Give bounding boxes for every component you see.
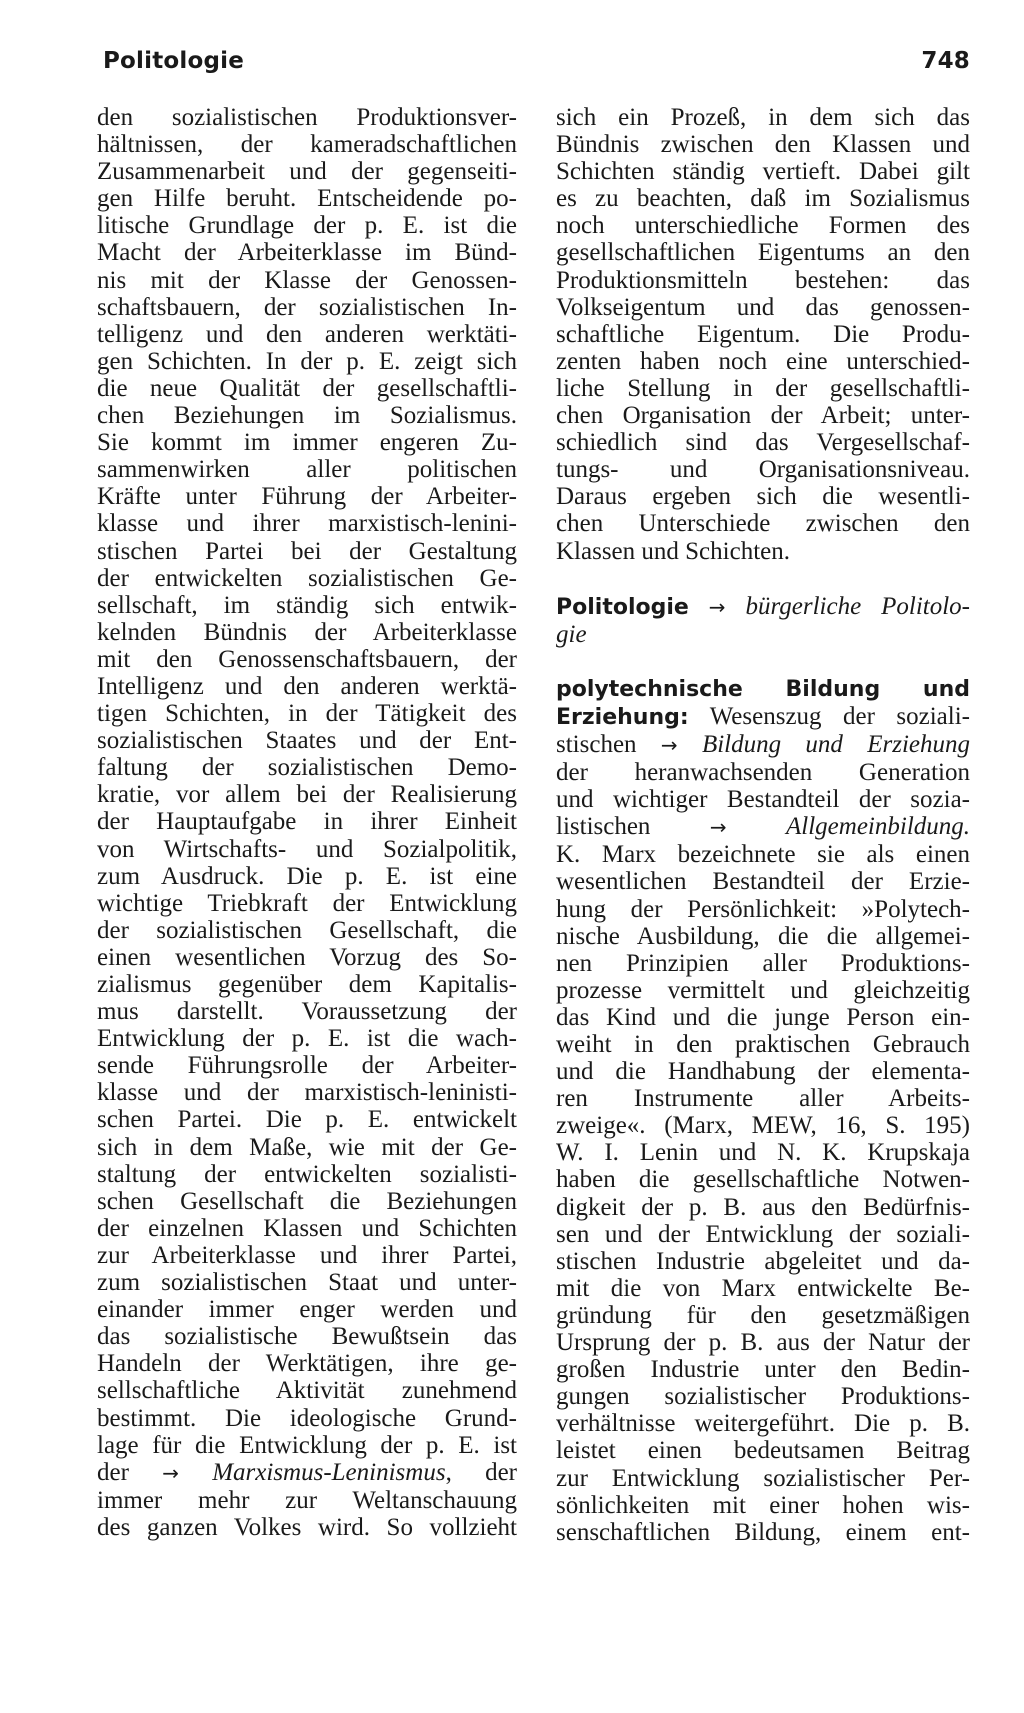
text-line: zur Arbeiterklasse und ihrer Partei, (97, 1241, 517, 1269)
text-line: kratie, vor allem bei der Realisierung (97, 781, 517, 809)
entry-politologie (556, 593, 970, 648)
text-line: klasse und der marxistisch-leninisti- (97, 1079, 517, 1107)
entry-first-line (556, 703, 970, 731)
ref-line-pre: der (97, 1458, 163, 1486)
text-line: zum Ausdruck. Die p. E. ist eine (97, 862, 517, 890)
text-line: faltung der sozialistischen Demo- (97, 754, 517, 782)
text-line-ref (556, 813, 970, 841)
entry-keyword-cont: Erziehung: (556, 704, 689, 730)
text-line: des ganzen Volkes wird. So vollzieht (97, 1513, 517, 1541)
text-line: tungs- und Organisationsniveau. (556, 456, 970, 484)
text-line: Intelligenz und den anderen werktä- (97, 672, 517, 700)
text-line: der entwickelten sozialistischen Ge- (97, 564, 517, 592)
text-line: noch unterschiedliche Formen des (556, 212, 970, 240)
entry-polytechnische-bildung (556, 676, 970, 1546)
arrow-icon: → (708, 594, 726, 619)
text-line: wichtige Triebkraft der Entwicklung (97, 889, 517, 917)
text-line: von Wirtschafts- und Sozialpolitik, (97, 835, 517, 863)
text-line: der sozialistischen Gesellschaft, die (97, 916, 517, 944)
ref-line-post: , der (445, 1458, 517, 1486)
text-line: mit den Genossenschaftsbauern, der (97, 645, 517, 673)
text-line: einen wesentlichen Vorzug des So- (97, 943, 517, 971)
arrow-icon: → (709, 815, 727, 840)
text-line: nische Ausbildung, die die allgemei- (556, 922, 970, 950)
text-line: leistet einen bedeutsamen Beitrag (556, 1437, 970, 1465)
text-line: chen Beziehungen im Sozialismus. (97, 402, 517, 430)
text-line: stischen Industrie abgeleitet und da- (556, 1247, 970, 1275)
text-line: Ursprung der p. B. aus der Natur der (556, 1329, 970, 1357)
entry-text: stischen (556, 730, 637, 758)
text-line: schaftliche Eigentum. Die Produ- (556, 320, 970, 348)
text-line: chen Unterschiede zwischen den (556, 510, 970, 538)
text-line: kelnden Bündnis der Arbeiterklasse (97, 618, 517, 646)
entry-separator (556, 648, 970, 676)
cross-reference: Allgemeinbildung. (786, 813, 971, 841)
text-line: das Kind und die junge Person ein- (556, 1003, 970, 1031)
text-line: sich ein Prozeß, in dem sich das (556, 104, 970, 131)
text-line: der einzelnen Klassen und Schichten (97, 1214, 517, 1242)
text-line: das sozialistische Bewußtsein das (97, 1323, 517, 1351)
text-line: Kräfte unter Führung der Arbeiter- (97, 483, 517, 511)
text-line: nen Prinzipien aller Produktions- (556, 949, 970, 977)
entry-text: listischen (556, 813, 651, 841)
text-line: sellschaft, im ständig sich entwik- (97, 591, 517, 619)
text-line: zenten haben noch eine unterschied- (556, 347, 970, 375)
text-line: hung der Persönlichkeit: »Polytech- (556, 895, 970, 923)
text-line: Handeln der Werktätigen, ihre ge- (97, 1350, 517, 1378)
text-line: W. I. Lenin und N. K. Krupskaja (556, 1139, 970, 1167)
arrow-icon: → (162, 1460, 179, 1485)
text-line: einander immer enger werden und (97, 1296, 517, 1324)
text-line: senschaftlichen Bildung, einem ent- (556, 1518, 970, 1546)
text-line: hältnissen, der kameradschaftlichen (97, 131, 517, 159)
text-line: Sie kommt im immer engeren Zu- (97, 429, 517, 457)
entry-body (556, 841, 970, 1545)
text-line: tigen Schichten, in der Tätigkeit des (97, 700, 517, 728)
page-number: 748 (921, 48, 970, 74)
entry-headline (556, 593, 970, 621)
cross-reference: bürgerliche Politolo- (745, 592, 970, 620)
text-line: digkeit der p. B. aus den Bedürfnis- (556, 1193, 970, 1221)
left-column (97, 104, 517, 1541)
text-line: schen Partei. Die p. E. entwickelt (97, 1106, 517, 1134)
text-line: staltung der entwickelten sozialisti- (97, 1160, 517, 1188)
text-line: zur Entwicklung sozialistischer Per- (556, 1464, 970, 1492)
text-line: klasse und ihrer marxistisch-lenini- (97, 510, 517, 538)
text-line: bestimmt. Die ideologische Grund- (97, 1404, 517, 1432)
text-line: ren Instrumente aller Arbeits- (556, 1085, 970, 1113)
text-line: gungen sozialistischer Produktions- (556, 1383, 970, 1411)
arrow-icon: → (660, 732, 678, 757)
text-line: gen Schichten. In der p. E. zeigt sich (97, 347, 517, 375)
text-line: haben die gesellschaftliche Notwen- (556, 1166, 970, 1194)
text-line: K. Marx bezeichnete sie als einen (556, 841, 970, 869)
text-line: sich in dem Maße, wie mit der Ge- (97, 1133, 517, 1161)
text-line: den sozialistischen Produktionsver- (97, 104, 517, 131)
text-line: Produktionsmitteln bestehen: das (556, 266, 970, 294)
text-line: die neue Qualität der gesellschaftli- (97, 374, 517, 402)
text-line: mus darstellt. Voraussetzung der (97, 998, 517, 1026)
entry-separator (556, 565, 970, 593)
text-line: gründung für den gesetzmäßigen (556, 1301, 970, 1329)
text-line: chen Organisation der Arbeit; unter- (556, 402, 970, 430)
text-line: prozesse vermittelt und gleichzeitig (556, 976, 970, 1004)
text-line: sen und der Entwicklung der soziali- (556, 1220, 970, 1248)
text-line: sellschaftliche Aktivität zunehmend (97, 1377, 517, 1405)
text-line: liche Stellung in der gesellschaftli- (556, 374, 970, 402)
text-line: Klassen und Schichten. (556, 537, 790, 565)
entry-text: Wesenszug der soziali- (688, 702, 970, 730)
cross-reference-cont: gie (556, 620, 587, 648)
text-line: lage für die Entwicklung der p. E. ist (97, 1431, 517, 1459)
text-line: Volkseigentum und das genossen- (556, 293, 970, 321)
running-head (103, 48, 970, 74)
text-line: gesellschaftlichen Eigentums an den (556, 239, 970, 267)
text-line: schen Gesellschaft die Beziehungen (97, 1187, 517, 1215)
text-line: zum sozialistischen Staat und unter- (97, 1269, 517, 1297)
text-line: und die Handhabung der elementa- (556, 1058, 970, 1086)
text-line: immer mehr zur Weltanschauung (97, 1486, 517, 1514)
right-column (556, 104, 970, 1546)
text-line: weiht in den praktischen Gebrauch (556, 1031, 970, 1058)
text-line: stischen Partei bei der Gestaltung (97, 537, 517, 565)
text-line: der Hauptaufgabe in ihrer Einheit (97, 808, 517, 836)
cross-reference: Bildung und Erziehung (701, 730, 970, 758)
text-line: telligenz und den anderen werktäti- (97, 320, 517, 348)
text-line: großen Industrie unter den Bedin- (556, 1356, 970, 1384)
text-line: Zusammenarbeit und der gegenseiti- (97, 158, 517, 186)
text-line: sönlichkeiten mit einer hohen wis- (556, 1491, 970, 1519)
text-line: sende Führungsrolle der Arbeiter- (97, 1052, 517, 1080)
entry-keyword: polytechnische Bildung und (556, 676, 970, 702)
entry-keyword: Politologie (556, 594, 689, 620)
text-line-ref (556, 731, 970, 759)
running-head-title: Politologie (103, 48, 245, 74)
text-line: gen Hilfe beruht. Entscheidende po- (97, 185, 517, 213)
text-line-ref (97, 1459, 517, 1487)
text-line: sammenwirken aller politischen (97, 456, 517, 484)
cross-reference: Marxismus-Leninismus (212, 1458, 446, 1486)
text-line: verhältnisse weitergeführt. Die p. B. (556, 1410, 970, 1438)
text-line: mit die von Marx entwickelte Be- (556, 1274, 970, 1302)
left-column-lines (97, 104, 517, 1459)
text-line: zialismus gegenüber dem Kapitalis- (97, 971, 517, 998)
text-line: litische Grundlage der p. E. ist die (97, 212, 517, 240)
text-line: wesentlichen Bestandteil der Erzie- (556, 868, 970, 896)
text-line: Schichten ständig vertieft. Dabei gilt (556, 158, 970, 186)
text-line: Bündnis zwischen den Klassen und (556, 131, 970, 159)
text-line: schaftsbauern, der sozialistischen In- (97, 293, 517, 321)
text-line: der heranwachsenden Generation (556, 759, 970, 787)
text-line: Macht der Arbeiterklasse im Bünd- (97, 239, 517, 267)
text-line: es zu beachten, daß im Sozialismus (556, 185, 970, 213)
text-line: sozialistischen Staates und der Ent- (97, 727, 517, 755)
text-line: nis mit der Klasse der Genossen- (97, 266, 517, 294)
text-line: und wichtiger Bestandteil der sozia- (556, 786, 970, 814)
text-line: Daraus ergeben sich die wesentli- (556, 483, 970, 511)
text-line: Entwicklung der p. E. ist die wach- (97, 1025, 517, 1053)
text-line: zweige«. (Marx, MEW, 16, S. 195) (556, 1112, 970, 1140)
text-line: schiedlich sind das Vergesellschaf- (556, 429, 970, 457)
right-column-intro (556, 104, 970, 565)
